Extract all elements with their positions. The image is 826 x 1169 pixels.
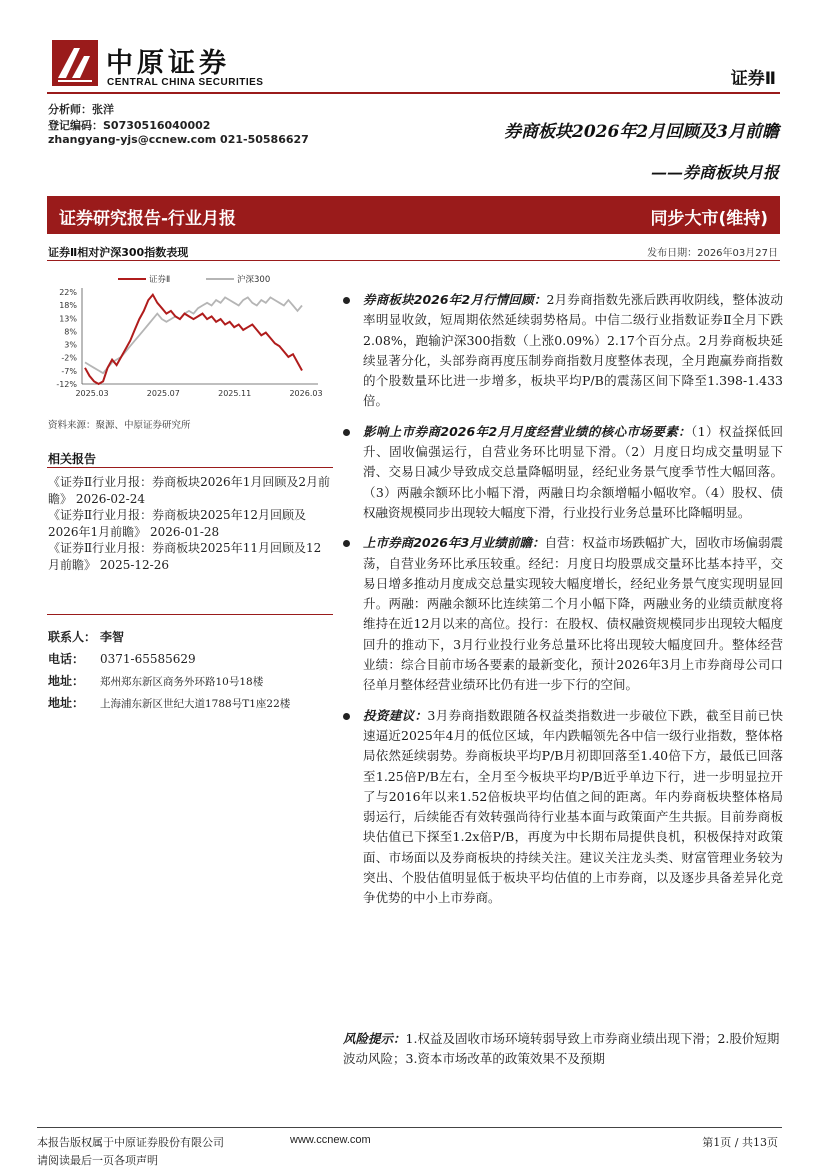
summary-points	[343, 290, 783, 919]
page-title: 券商板块2026年2月回顾及3月前瞻	[504, 122, 779, 142]
contact-person: 联系人： 李智	[48, 630, 125, 644]
analyst-reg: 登记编码：S0730516040002	[48, 119, 211, 132]
y-tick-label: 13%	[59, 314, 77, 324]
footer-website[interactable]: www.ccnew.com	[290, 1134, 371, 1146]
bullet-icon	[343, 429, 350, 436]
footer-divider	[37, 1127, 782, 1128]
page-number: 第1页 / 共13页	[702, 1136, 778, 1149]
publish-date: 发布日期：2026年03月27日	[647, 248, 778, 259]
summary-bullet: 券商板块2026年2月行情回顾：2月券商指数先涨后跌再收阴线，整体波动率明显收敛，短周期依然延续弱势格局。中信二级行业指数证券Ⅱ全月下跌2.08%，跑输沪深300指数（上涨0.09%）2.17个百分点。2月券商板块延续显著分化，头部券商再度压制券商指数月度整体表现，全月跑赢券商指数的个股数量环比进一步增多，板块平均P/B的震荡区间下降至1.398-1.433倍。	[343, 290, 783, 412]
analyst-name: 分析师：张洋	[48, 103, 114, 116]
rating: 同步大市(维持)	[650, 209, 768, 229]
y-tick-label: 3%	[64, 340, 77, 350]
related-report-link[interactable]: 《证券Ⅱ行业月报：券商板块2025年12月回顾及2026年1月前瞻》 2026-01-28	[48, 508, 306, 539]
report-banner	[47, 196, 780, 234]
risk-notice: 风险提示：1.权益及固收市场环境转弱导致上市券商业绩出现下滑；2.股价短期波动风险；3.资本市场改革的政策效果不及预期	[343, 1031, 780, 1067]
series-line	[85, 295, 302, 384]
contact-divider	[47, 614, 333, 615]
performance-chart	[44, 268, 324, 408]
summary-bullet: 影响上市券商2026年2月月度经营业绩的核心市场要素：（1）权益探低回升、固收偏强运行，自营业务环比明显下滑。（2）月度日均成交量明显下滑、交易日减少导致成交总量降幅明显，经纪业务景气度季节性大幅回落。（3）两融余额环比小幅下滑，两融日均余额增幅小幅收窄。（4）股权、债权融资规模同步出现较大幅度下滑，行业投行业务总量环比降幅明显。	[343, 422, 783, 523]
x-tick-label: 2025.03	[75, 389, 109, 398]
bullet-icon	[343, 713, 350, 720]
y-tick-label: -7%	[61, 366, 77, 376]
report-type: 证券研究报告-行业月报	[59, 209, 237, 229]
summary-bullet: 投资建议：3月券商指数跟随各权益类指数进一步破位下跌，截至目前已快速逼近2025年4月的低位区域，年内跌幅领先各中信一级行业指数，整体格局依然延续弱势。券商板块平均P/B月初即回落至1.40倍下方，最低已回落至1.25倍P/B左右，全月至今板块平均P/B近乎单边下行，进一步明显拉开了与2016年以来1.52倍板块平均估值之间的距离。年内券商板块整体格局弱运行，后续能否有效转强尚待行业基本面与政策面产生共振。目前券商板块估值已下探至1.2x倍P/B，再度为中长期布局提供良机，积极保持对政策面、市场面以及券商板块的持续关注。建议关注龙头类、财富管理业务较为突出、个股估值明显低于板块平均估值的上市券商，以及逐步具备差异化竞争优势的中小上市券商。	[343, 706, 783, 909]
related-divider	[47, 467, 333, 468]
brand-name-en: CENTRAL CHINA SECURITIES	[107, 77, 264, 88]
x-tick-label: 2025.07	[146, 389, 180, 398]
y-tick-label: 22%	[59, 288, 77, 297]
related-heading: 相关报告	[48, 452, 97, 466]
page-subtitle: ——券商板块月报	[650, 163, 779, 182]
summary-bullet: 上市券商2026年3月业绩前瞻：自营：权益市场跌幅扩大，固收市场偏弱震荡，自营业务环比承压较重。经纪：月度日均股票成交量环比基本持平，交易日增多推动月度成交总量实现较大幅度增长，经纪业务景气度实现明显回升。两融：两融余额环比连续第二个月小幅下降，两融业务的业绩贡献度将维持在近12月以来的高位。投行：在股权、债权融资规模同步出现较大幅度回升的推动下，3月行业投行业务总量环比将出现较大幅度回升。整体经营业绩：综合目前市场各要素的最新变化，预计2026年3月上市券商母公司口径单月整体经营业绩环比仍有进一步下行的空间。	[343, 533, 783, 695]
legend-label: 证券Ⅱ	[149, 275, 171, 285]
contact-address-1: 地址： 郑州郑东新区商务外环路10号18楼	[48, 674, 264, 688]
brand-name-cn: 中原证券	[106, 48, 230, 79]
y-tick-label: 8%	[64, 327, 77, 337]
y-tick-label: 18%	[59, 301, 77, 311]
x-tick-label: 2025.11	[218, 389, 252, 398]
analyst-contact: zhangyang-yjs@ccnew.com 021-50586627	[48, 133, 309, 146]
chart-source: 资料来源：聚源、中原证券研究所	[48, 420, 191, 431]
chart-heading: 证券Ⅱ相对沪深300指数表现	[48, 246, 189, 259]
contact-phone: 电话： 0371-65585629	[48, 652, 196, 666]
related-report-link[interactable]: 《证券Ⅱ行业月报：券商板块2026年1月回顾及2月前瞻》 2026-02-24	[48, 475, 330, 506]
x-tick-label: 2026.03	[289, 389, 323, 398]
industry-tag: 证券Ⅱ	[730, 69, 776, 89]
y-tick-label: -2%	[61, 353, 77, 363]
header-divider	[47, 92, 780, 94]
related-report-link[interactable]: 《证券Ⅱ行业月报：券商板块2025年11月回顾及12月前瞻》 2025-12-26	[48, 541, 322, 572]
y-tick-label: -12%	[56, 380, 77, 389]
bullet-icon	[343, 297, 350, 304]
bullet-icon	[343, 540, 350, 547]
footer-disclaimer: 请阅读最后一页各项声明	[37, 1154, 158, 1167]
contact-address-2: 地址： 上海浦东新区世纪大道1788号T1座22楼	[48, 696, 291, 710]
legend-label: 沪深300	[237, 275, 271, 285]
brand-logo-icon	[52, 40, 98, 86]
related-list	[48, 474, 333, 573]
chart-divider	[47, 260, 780, 261]
footer-copyright: 本报告版权属于中原证券股份有限公司	[37, 1136, 224, 1149]
